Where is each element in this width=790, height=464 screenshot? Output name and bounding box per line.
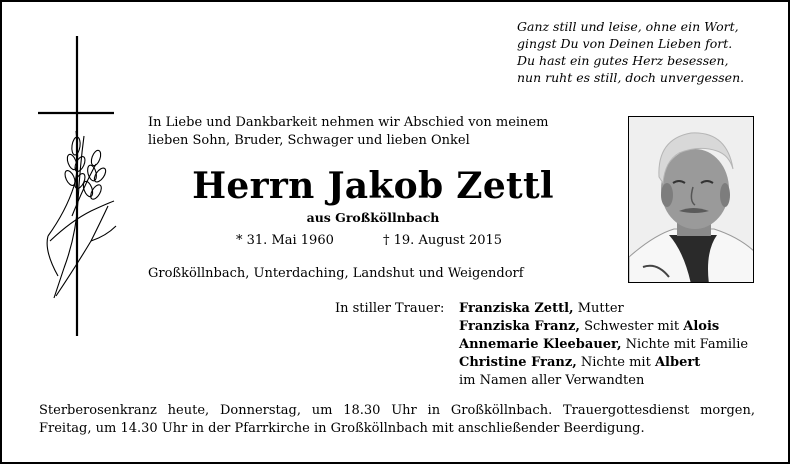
intro-text — [148, 114, 598, 150]
mourners-list — [459, 300, 748, 390]
portrait-photo — [628, 116, 754, 283]
poem-line: Ganz still und leise, ohne ein Wort, — [517, 19, 739, 34]
death-date: † 19. August 2015 — [383, 233, 503, 248]
notice-line: Freitag, um 14.30 Uhr in der Pfarrkirche in Großköllnbach mit anschließender Beerdigung. — [39, 421, 645, 436]
origin: aus Großköllnbach — [306, 210, 440, 225]
portrait-photo-image — [629, 117, 754, 283]
poem-line: Du hast ein gutes Herz besessen, — [517, 53, 729, 68]
notice-line: Sterberosenkranz heute, Donnerstag, um 18.30 Uhr in Großköllnbach. Trauergottesdienst morgen, — [39, 403, 755, 418]
places: Großköllnbach, Unterdaching, Landshut und Weigendorf — [148, 266, 524, 281]
cross-with-wheat-icon — [36, 36, 146, 336]
poem-line: gingst Du von Deinen Lieben fort. — [517, 36, 733, 51]
poem — [517, 18, 767, 86]
mourner-line: Franziska Franz, Schwester mit Alois — [459, 319, 720, 334]
mourner-line: Franziska Zettl, Mutter — [459, 301, 624, 316]
poem-line: nun ruht es still, doch unvergessen. — [517, 70, 745, 85]
mourner-line: Annemarie Kleebauer, Nichte mit Familie — [459, 337, 749, 352]
deceased-name: Herrn Jakob Zettl — [192, 165, 554, 207]
intro-line: lieben Sohn, Bruder, Schwager und lieben Onkel — [148, 133, 470, 148]
mourner-line: im Namen aller Verwandten — [459, 373, 645, 388]
intro-line: In Liebe und Dankbarkeit nehmen wir Abschied von meinem — [148, 115, 549, 130]
service-notice — [39, 402, 755, 438]
mourner-line: Christine Franz, Nichte mit Albert — [459, 355, 701, 370]
birth-date: * 31. Mai 1960 — [236, 233, 334, 248]
mourners-label: In stiller Trauer: — [335, 301, 445, 316]
